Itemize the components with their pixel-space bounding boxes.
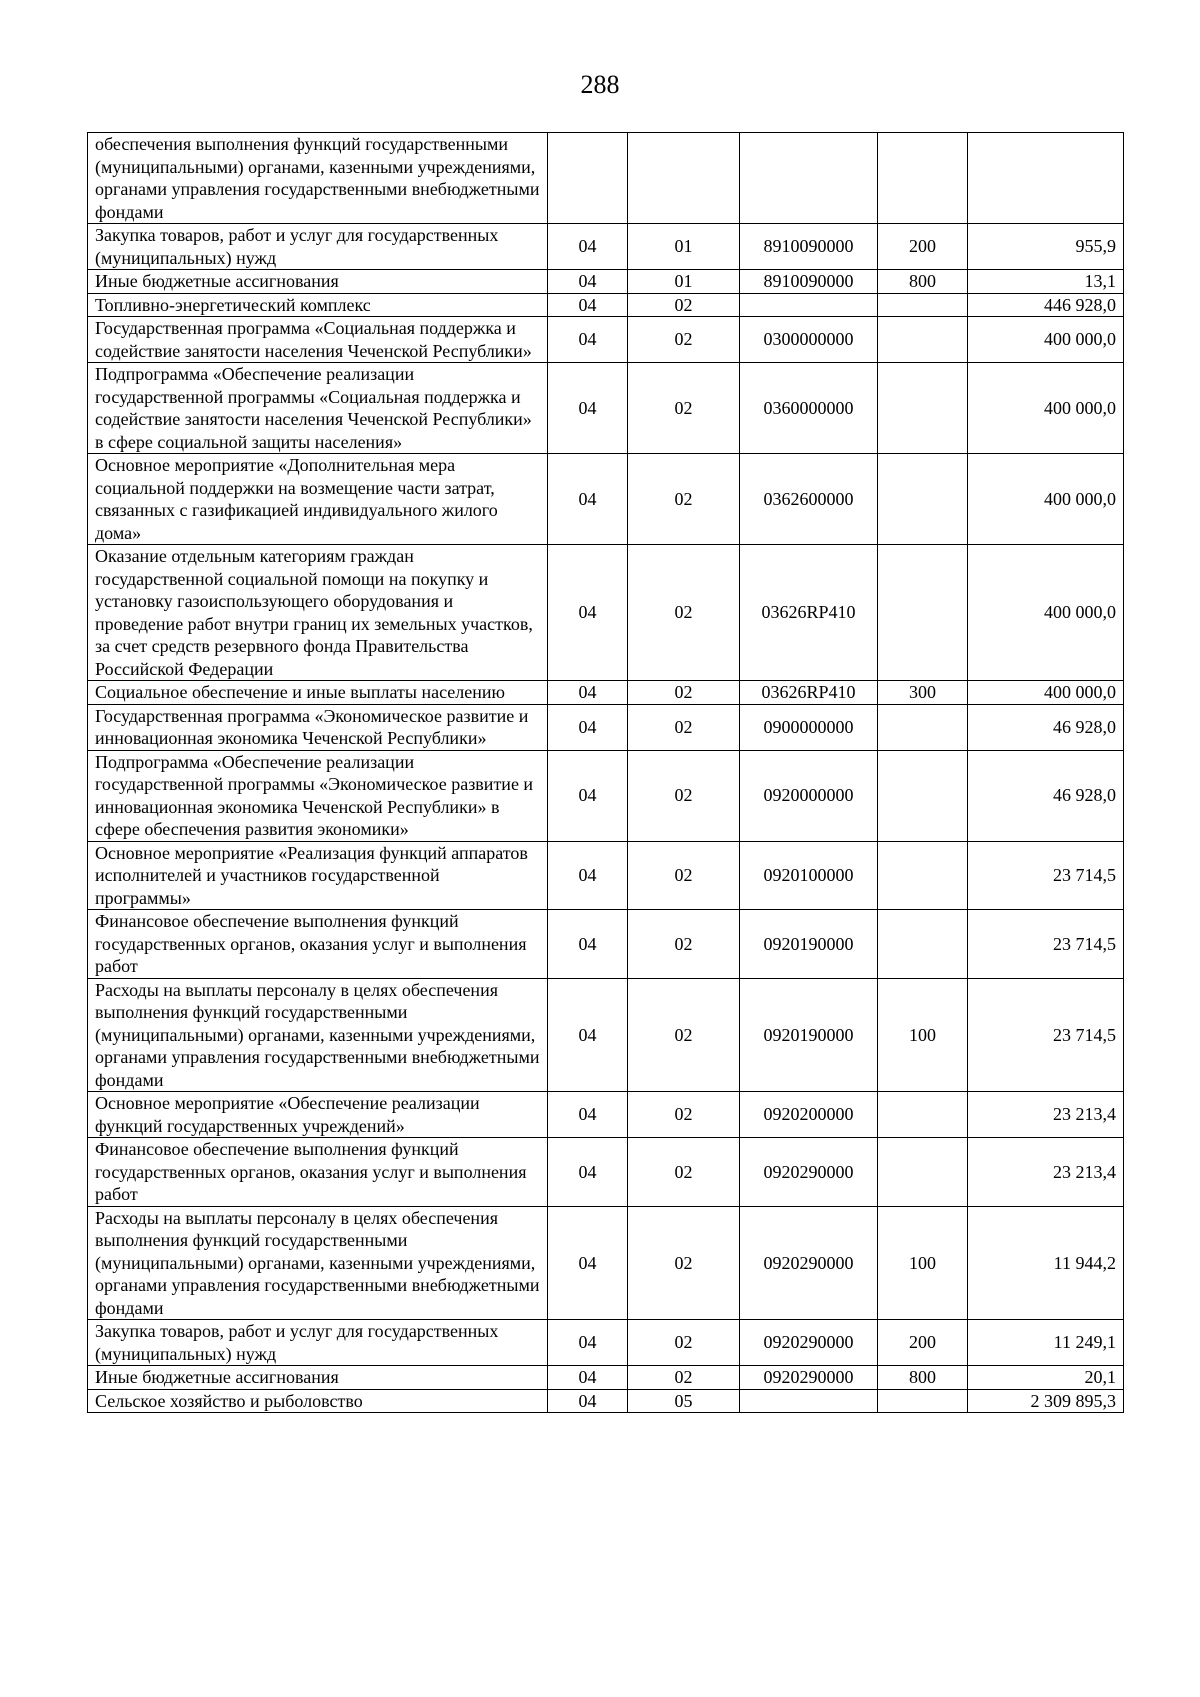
page-number: 288 bbox=[580, 70, 620, 99]
row-name: Закупка товаров, работ и услуг для государственных (муниципальных) нужд bbox=[88, 224, 548, 270]
section-code: 04 bbox=[548, 1366, 628, 1390]
table-row bbox=[88, 293, 1124, 317]
table-row bbox=[88, 270, 1124, 294]
target-article-code: 03626RP410 bbox=[740, 545, 878, 681]
amount: 46 928,0 bbox=[968, 704, 1124, 750]
amount: 955,9 bbox=[968, 224, 1124, 270]
target-article-code: 0920000000 bbox=[740, 750, 878, 841]
row-name: Топливно-энергетический комплекс bbox=[88, 293, 548, 317]
subsection-code: 05 bbox=[628, 1389, 740, 1413]
target-article-code: 0360000000 bbox=[740, 363, 878, 454]
expense-type-code bbox=[878, 1138, 968, 1207]
section-code: 04 bbox=[548, 1138, 628, 1207]
row-name: Оказание отдельным категориям граждан государственной социальной помощи на покупку и установку газоиспользующего оборудования и проведение работ внутри границ их земельных участков, за счет средств резервного фонда Правительства Российской Федерации bbox=[88, 545, 548, 681]
table-row bbox=[88, 750, 1124, 841]
expense-type-code bbox=[878, 910, 968, 979]
table-row bbox=[88, 704, 1124, 750]
amount bbox=[968, 133, 1124, 224]
subsection-code: 02 bbox=[628, 978, 740, 1092]
expense-type-code bbox=[878, 750, 968, 841]
amount: 400 000,0 bbox=[968, 363, 1124, 454]
section-code: 04 bbox=[548, 454, 628, 545]
row-name: Основное мероприятие «Реализация функций аппаратов исполнителей и участников государственной программы» bbox=[88, 841, 548, 910]
target-article-code: 0920290000 bbox=[740, 1206, 878, 1320]
row-name: Социальное обеспечение и иные выплаты населению bbox=[88, 681, 548, 705]
section-code: 04 bbox=[548, 704, 628, 750]
target-article-code: 0920190000 bbox=[740, 978, 878, 1092]
subsection-code: 02 bbox=[628, 454, 740, 545]
row-name: Подпрограмма «Обеспечение реализации государственной программы «Экономическое развитие и инновационная экономика Чеченской Республики» в сфере обеспечения развития экономики» bbox=[88, 750, 548, 841]
subsection-code: 02 bbox=[628, 681, 740, 705]
section-code: 04 bbox=[548, 545, 628, 681]
amount: 11 944,2 bbox=[968, 1206, 1124, 1320]
target-article-code: 0920290000 bbox=[740, 1138, 878, 1207]
amount: 11 249,1 bbox=[968, 1320, 1124, 1366]
amount: 20,1 bbox=[968, 1366, 1124, 1390]
table-row bbox=[88, 224, 1124, 270]
expense-type-code bbox=[878, 363, 968, 454]
table-row bbox=[88, 363, 1124, 454]
table-row bbox=[88, 317, 1124, 363]
expense-type-code bbox=[878, 841, 968, 910]
row-name: Расходы на выплаты персоналу в целях обеспечения выполнения функций государственными (муниципальными) органами, казенными учреждениями, органами управления государственными внебюджетными фондами bbox=[88, 978, 548, 1092]
section-code: 04 bbox=[548, 1206, 628, 1320]
row-name: Основное мероприятие «Дополнительная мера социальной поддержки на возмещение части затрат, связанных с газификацией индивидуального жилого дома» bbox=[88, 454, 548, 545]
section-code: 04 bbox=[548, 750, 628, 841]
target-article-code bbox=[740, 133, 878, 224]
subsection-code: 02 bbox=[628, 1320, 740, 1366]
subsection-code: 02 bbox=[628, 1206, 740, 1320]
expense-type-code: 800 bbox=[878, 1366, 968, 1390]
row-name: Государственная программа «Социальная поддержка и содействие занятости населения Чеченской Республики» bbox=[88, 317, 548, 363]
expense-type-code bbox=[878, 1092, 968, 1138]
expense-type-code: 100 bbox=[878, 978, 968, 1092]
subsection-code: 01 bbox=[628, 224, 740, 270]
row-name: обеспечения выполнения функций государственными (муниципальными) органами, казенными учреждениями, органами управления государственными внебюджетными фондами bbox=[88, 133, 548, 224]
amount: 400 000,0 bbox=[968, 317, 1124, 363]
table-row bbox=[88, 1320, 1124, 1366]
target-article-code bbox=[740, 1389, 878, 1413]
amount: 23 714,5 bbox=[968, 910, 1124, 979]
table-row bbox=[88, 1206, 1124, 1320]
row-name: Основное мероприятие «Обеспечение реализации функций государственных учреждений» bbox=[88, 1092, 548, 1138]
subsection-code: 01 bbox=[628, 270, 740, 294]
expense-type-code bbox=[878, 704, 968, 750]
amount: 400 000,0 bbox=[968, 681, 1124, 705]
target-article-code: 0920290000 bbox=[740, 1366, 878, 1390]
amount: 400 000,0 bbox=[968, 454, 1124, 545]
section-code bbox=[548, 133, 628, 224]
subsection-code: 02 bbox=[628, 910, 740, 979]
table-row bbox=[88, 545, 1124, 681]
budget-table bbox=[87, 132, 1124, 1413]
expense-type-code bbox=[878, 133, 968, 224]
section-code: 04 bbox=[548, 317, 628, 363]
target-article-code: 0362600000 bbox=[740, 454, 878, 545]
section-code: 04 bbox=[548, 1320, 628, 1366]
section-code: 04 bbox=[548, 1092, 628, 1138]
expense-type-code: 800 bbox=[878, 270, 968, 294]
amount: 23 213,4 bbox=[968, 1138, 1124, 1207]
row-name: Иные бюджетные ассигнования bbox=[88, 1366, 548, 1390]
subsection-code: 02 bbox=[628, 545, 740, 681]
budget-table-body bbox=[88, 133, 1124, 1413]
amount: 23 714,5 bbox=[968, 841, 1124, 910]
expense-type-code bbox=[878, 1389, 968, 1413]
target-article-code: 0920200000 bbox=[740, 1092, 878, 1138]
amount: 2 309 895,3 bbox=[968, 1389, 1124, 1413]
target-article-code: 0920100000 bbox=[740, 841, 878, 910]
subsection-code: 02 bbox=[628, 704, 740, 750]
target-article-code: 0300000000 bbox=[740, 317, 878, 363]
row-name: Иные бюджетные ассигнования bbox=[88, 270, 548, 294]
section-code: 04 bbox=[548, 270, 628, 294]
subsection-code bbox=[628, 133, 740, 224]
section-code: 04 bbox=[548, 363, 628, 454]
row-name: Финансовое обеспечение выполнения функций государственных органов, оказания услуг и выполнения работ bbox=[88, 910, 548, 979]
row-name: Государственная программа «Экономическое развитие и инновационная экономика Чеченской Республики» bbox=[88, 704, 548, 750]
table-row bbox=[88, 1366, 1124, 1390]
expense-type-code bbox=[878, 293, 968, 317]
section-code: 04 bbox=[548, 841, 628, 910]
section-code: 04 bbox=[548, 224, 628, 270]
section-code: 04 bbox=[548, 681, 628, 705]
table-row bbox=[88, 454, 1124, 545]
target-article-code: 8910090000 bbox=[740, 270, 878, 294]
subsection-code: 02 bbox=[628, 750, 740, 841]
row-name: Финансовое обеспечение выполнения функций государственных органов, оказания услуг и выполнения работ bbox=[88, 1138, 548, 1207]
target-article-code: 0920190000 bbox=[740, 910, 878, 979]
section-code: 04 bbox=[548, 293, 628, 317]
row-name: Расходы на выплаты персоналу в целях обеспечения выполнения функций государственными (муниципальными) органами, казенными учреждениями, органами управления государственными внебюджетными фондами bbox=[88, 1206, 548, 1320]
table-row bbox=[88, 910, 1124, 979]
amount: 23 213,4 bbox=[968, 1092, 1124, 1138]
amount: 446 928,0 bbox=[968, 293, 1124, 317]
section-code: 04 bbox=[548, 1389, 628, 1413]
target-article-code: 0900000000 bbox=[740, 704, 878, 750]
table-row bbox=[88, 1389, 1124, 1413]
amount: 46 928,0 bbox=[968, 750, 1124, 841]
subsection-code: 02 bbox=[628, 1366, 740, 1390]
subsection-code: 02 bbox=[628, 841, 740, 910]
row-name: Подпрограмма «Обеспечение реализации государственной программы «Социальная поддержка и содействие занятости населения Чеченской Республики» в сфере социальной защиты населения» bbox=[88, 363, 548, 454]
target-article-code: 8910090000 bbox=[740, 224, 878, 270]
row-name: Сельское хозяйство и рыболовство bbox=[88, 1389, 548, 1413]
table-row bbox=[88, 681, 1124, 705]
section-code: 04 bbox=[548, 910, 628, 979]
expense-type-code: 300 bbox=[878, 681, 968, 705]
target-article-code: 0920290000 bbox=[740, 1320, 878, 1366]
target-article-code bbox=[740, 293, 878, 317]
table-row bbox=[88, 841, 1124, 910]
section-code: 04 bbox=[548, 978, 628, 1092]
subsection-code: 02 bbox=[628, 293, 740, 317]
table-row bbox=[88, 978, 1124, 1092]
table-row bbox=[88, 133, 1124, 224]
target-article-code: 03626RP410 bbox=[740, 681, 878, 705]
row-name: Закупка товаров, работ и услуг для государственных (муниципальных) нужд bbox=[88, 1320, 548, 1366]
expense-type-code: 200 bbox=[878, 224, 968, 270]
expense-type-code bbox=[878, 454, 968, 545]
expense-type-code bbox=[878, 317, 968, 363]
table-row bbox=[88, 1138, 1124, 1207]
amount: 400 000,0 bbox=[968, 545, 1124, 681]
expense-type-code: 200 bbox=[878, 1320, 968, 1366]
amount: 23 714,5 bbox=[968, 978, 1124, 1092]
amount: 13,1 bbox=[968, 270, 1124, 294]
subsection-code: 02 bbox=[628, 1138, 740, 1207]
expense-type-code bbox=[878, 545, 968, 681]
subsection-code: 02 bbox=[628, 363, 740, 454]
subsection-code: 02 bbox=[628, 317, 740, 363]
subsection-code: 02 bbox=[628, 1092, 740, 1138]
table-row bbox=[88, 1092, 1124, 1138]
expense-type-code: 100 bbox=[878, 1206, 968, 1320]
